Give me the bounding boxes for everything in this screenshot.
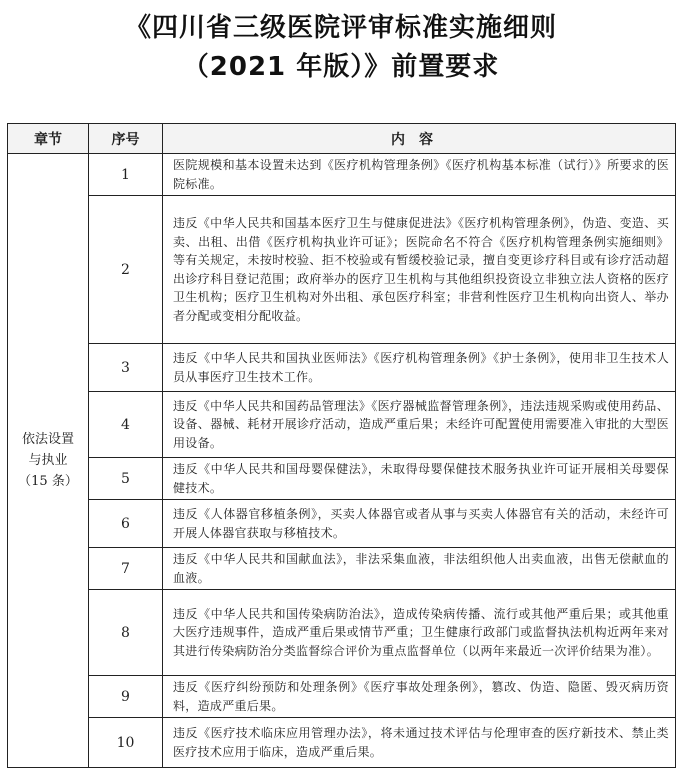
table-row [8, 548, 676, 590]
table-row [8, 196, 676, 344]
chapter-line-3: （15 条） [18, 474, 78, 489]
seq-cell: 2 [89, 196, 163, 344]
table-row [8, 458, 676, 500]
header-content: 内容 [163, 124, 676, 154]
seq-cell: 6 [89, 500, 163, 548]
table-header-row [8, 124, 676, 154]
table-row [8, 676, 676, 718]
table-row [8, 590, 676, 676]
header-seq: 序号 [89, 124, 163, 154]
requirements-table [7, 123, 676, 768]
seq-cell: 4 [89, 392, 163, 458]
table-row [8, 392, 676, 458]
content-cell: 违反《中华人民共和国药品管理法》《医疗器械监督管理条例》，违法违规采购或使用药品、设备、器械、耗材开展诊疗活动，造成严重后果；未经许可配置使用需要准入审批的大型医用设备。 [163, 392, 676, 458]
seq-cell: 8 [89, 590, 163, 676]
table-row [8, 344, 676, 392]
content-cell: 违反《中华人民共和国献血法》，非法采集血液，非法组织他人出卖血液，出售无偿献血的血液。 [163, 548, 676, 590]
content-cell: 违反《医疗纠纷预防和处理条例》《医疗事故处理条例》，篡改、伪造、隐匿、毁灭病历资料，造成严重后果。 [163, 676, 676, 718]
content-cell: 违反《医疗技术临床应用管理办法》，将未通过技术评估与伦理审查的医疗新技术、禁止类医疗技术应用于临床，造成严重后果。 [163, 718, 676, 768]
table-row [8, 718, 676, 768]
content-cell: 医院规模和基本设置未达到《医疗机构管理条例》《医疗机构基本标准（试行）》所要求的医院标准。 [163, 154, 676, 196]
chapter-cell [8, 154, 89, 768]
seq-cell: 10 [89, 718, 163, 768]
seq-cell: 9 [89, 676, 163, 718]
chapter-line-2: 与执业 [28, 453, 68, 468]
content-cell: 违反《人体器官移植条例》，买卖人体器官或者从事与买卖人体器官有关的活动，未经许可开展人体器官获取与移植技术。 [163, 500, 676, 548]
table-row [8, 500, 676, 548]
content-cell: 违反《中华人民共和国传染病防治法》，造成传染病传播、流行或其他严重后果；或其他重大医疗违规事件，造成严重后果或情节严重；卫生健康行政部门或监督执法机构近两年来对其进行传染病防治分类监督综合评价为重点监督单位（以两年来最近一次评价结果为准）。 [163, 590, 676, 676]
seq-cell: 3 [89, 344, 163, 392]
content-cell: 违反《中华人民共和国母婴保健法》，未取得母婴保健技术服务执业许可证开展相关母婴保健技术。 [163, 458, 676, 500]
seq-cell: 5 [89, 458, 163, 500]
content-cell: 违反《中华人民共和国执业医师法》《医疗机构管理条例》《护士条例》，使用非卫生技术人员从事医疗卫生技术工作。 [163, 344, 676, 392]
chapter-line-1: 依法设置 [21, 432, 74, 447]
seq-cell: 1 [89, 154, 163, 196]
document-title-line-2: （2021 年版）》前置要求 [182, 52, 500, 82]
document-title-line-1: 《四川省三级医院评审标准实施细则 [124, 13, 557, 43]
header-chapter: 章节 [8, 124, 89, 154]
content-cell: 违反《中华人民共和国基本医疗卫生与健康促进法》《医疗机构管理条例》，伪造、变造、买卖、出租、出借《医疗机构执业许可证》；医院命名不符合《医疗机构管理条例实施细则》等有关规定，未按时校验、拒不校验或有暂缓校验记录，擅自变更诊疗科目或有诊疗活动超出诊疗科目登记范围；政府举办的医疗卫生机构与其他组织投资设立非独立法人资格的医疗卫生机构；医疗卫生机构对外出租、承包医疗科室；非营利性医疗卫生机构向出资人、举办者分配或变相分配收益。 [163, 196, 676, 344]
seq-cell: 7 [89, 548, 163, 590]
table-row [8, 154, 676, 196]
